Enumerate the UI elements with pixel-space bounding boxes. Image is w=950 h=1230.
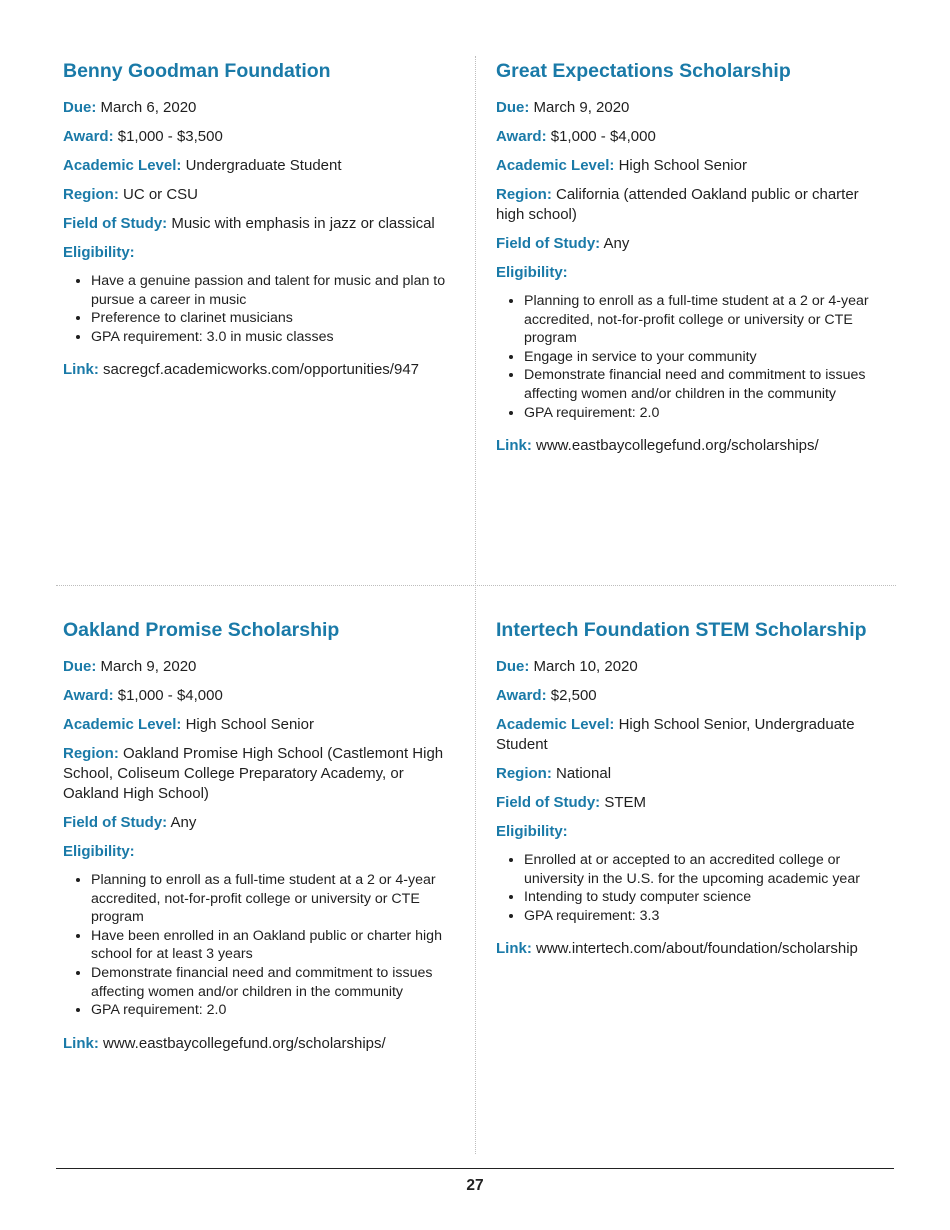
field-of-study-field — [63, 214, 458, 234]
eligibility-list — [496, 851, 891, 925]
link-field — [63, 1034, 458, 1054]
field-of-study-label: Field of Study: — [496, 794, 601, 811]
academic-level-field — [63, 715, 458, 735]
due-label: Due: — [496, 658, 530, 675]
eligibility-label: Eligibility: — [496, 264, 568, 281]
academic-level-label: Academic Level: — [496, 157, 615, 174]
award-label: Award: — [496, 687, 547, 704]
field-of-study-field — [63, 813, 458, 833]
eligibility-item: • Preference to clarinet musicians — [91, 309, 458, 328]
link-field — [496, 436, 891, 456]
eligibility-heading — [63, 243, 458, 263]
award-label: Award: — [496, 128, 547, 145]
academic-level-value: Undergraduate Student — [185, 157, 342, 174]
due-value: March 6, 2020 — [100, 99, 197, 116]
link-field — [496, 939, 891, 959]
due-value: March 10, 2020 — [533, 658, 638, 675]
eligibility-heading — [63, 842, 458, 862]
field-of-study-field — [496, 234, 891, 254]
scholarship-title: Intertech Foundation STEM Scholarship — [496, 619, 867, 641]
region-value: Oakland Promise High School (Castlemont High School, Coliseum College Preparatory Academy, or Oakland High School) — [63, 745, 444, 802]
region-field — [63, 744, 458, 804]
academic-level-value: High School Senior — [618, 157, 747, 174]
region-value: California (attended Oakland public or charter high school) — [496, 186, 859, 223]
award-field — [496, 686, 891, 706]
due-label: Due: — [63, 99, 97, 116]
award-label: Award: — [63, 687, 114, 704]
eligibility-item: • Intending to study computer science — [524, 888, 891, 907]
row-divider — [56, 585, 896, 586]
eligibility-label: Eligibility: — [496, 823, 568, 840]
eligibility-label: Eligibility: — [63, 244, 135, 261]
eligibility-list — [63, 871, 458, 1020]
award-field — [63, 686, 458, 706]
due-field — [63, 98, 458, 118]
link-label: Link: — [63, 1034, 99, 1052]
scholarship-card-oakland-promise — [63, 617, 458, 1063]
eligibility-list — [496, 292, 891, 422]
region-value: National — [556, 765, 612, 782]
academic-level-field — [496, 156, 891, 176]
award-value: $1,000 - $4,000 — [550, 128, 656, 145]
link-label: Link: — [496, 437, 532, 455]
eligibility-item: • Planning to enroll as a full-time student at a 2 or 4-year accredited, not-for-profit college or university or CTE program — [91, 871, 458, 927]
academic-level-label: Academic Level: — [63, 157, 182, 174]
due-value: March 9, 2020 — [533, 99, 630, 116]
academic-level-label: Academic Level: — [63, 716, 182, 733]
field-of-study-label: Field of Study: — [63, 814, 168, 831]
region-field — [63, 185, 458, 205]
due-field — [496, 657, 891, 677]
scholarship-title: Oakland Promise Scholarship — [63, 619, 340, 641]
region-field — [496, 764, 891, 784]
eligibility-item: • Have been enrolled in an Oakland public or charter high school for at least 3 years — [91, 927, 458, 964]
field-of-study-label: Field of Study: — [63, 215, 168, 232]
due-field — [63, 657, 458, 677]
academic-level-label: Academic Level: — [496, 716, 615, 733]
award-value: $1,000 - $3,500 — [117, 128, 223, 145]
scholarship-title: Benny Goodman Foundation — [63, 60, 331, 82]
due-value: March 9, 2020 — [100, 658, 197, 675]
scholarship-card-intertech-stem — [496, 617, 891, 968]
eligibility-item: • GPA requirement: 2.0 — [91, 1001, 458, 1020]
eligibility-item: • Have a genuine passion and talent for music and plan to pursue a career in music — [91, 272, 458, 309]
academic-level-value: High School Senior, Undergraduate Student — [496, 716, 855, 753]
eligibility-item: • Demonstrate financial need and commitment to issues affecting women and/or children in the community — [524, 366, 891, 403]
link-label: Link: — [63, 361, 99, 379]
field-of-study-value: STEM — [604, 794, 647, 811]
page-number: 27 — [466, 1177, 484, 1194]
eligibility-item: • GPA requirement: 3.0 in music classes — [91, 328, 458, 347]
award-field — [496, 127, 891, 147]
eligibility-heading — [496, 263, 891, 283]
field-of-study-label: Field of Study: — [496, 235, 601, 252]
eligibility-item: • GPA requirement: 3.3 — [524, 907, 891, 926]
link-url[interactable]: www.eastbaycollegefund.org/scholarships/ — [103, 1034, 386, 1052]
scholarship-card-great-expectations — [496, 58, 891, 465]
due-label: Due: — [496, 99, 530, 116]
scholarship-card-benny-goodman — [63, 58, 458, 389]
eligibility-label: Eligibility: — [63, 843, 135, 860]
field-of-study-value: Any — [603, 235, 630, 252]
column-divider — [475, 56, 476, 1154]
link-label: Link: — [496, 940, 532, 958]
link-url[interactable]: www.intertech.com/about/foundation/scholarship — [536, 940, 858, 958]
field-of-study-field — [496, 793, 891, 813]
region-value: UC or CSU — [123, 186, 199, 203]
field-of-study-value: Any — [170, 814, 197, 831]
academic-level-field — [63, 156, 458, 176]
due-label: Due: — [63, 658, 97, 675]
eligibility-item: • Demonstrate financial need and commitment to issues affecting women and/or children in the community — [91, 964, 458, 1001]
academic-level-field — [496, 715, 891, 755]
region-label: Region: — [63, 745, 119, 762]
award-field — [63, 127, 458, 147]
link-field — [63, 360, 458, 380]
award-value: $2,500 — [550, 687, 597, 704]
field-of-study-value: Music with emphasis in jazz or classical — [171, 215, 435, 232]
region-label: Region: — [496, 186, 552, 203]
eligibility-heading — [496, 822, 891, 842]
academic-level-value: High School Senior — [185, 716, 314, 733]
eligibility-item: • GPA requirement: 2.0 — [524, 404, 891, 423]
region-label: Region: — [63, 186, 119, 203]
award-label: Award: — [63, 128, 114, 145]
eligibility-item: • Planning to enroll as a full-time student at a 2 or 4-year accredited, not-for-profit college or university or CTE program — [524, 292, 891, 348]
eligibility-item: • Engage in service to your community — [524, 348, 891, 367]
due-field — [496, 98, 891, 118]
link-url[interactable]: www.eastbaycollegefund.org/scholarships/ — [536, 437, 819, 455]
region-field — [496, 185, 891, 225]
eligibility-list — [63, 272, 458, 346]
region-label: Region: — [496, 765, 552, 782]
award-value: $1,000 - $4,000 — [117, 687, 223, 704]
scholarship-grid — [56, 0, 896, 1230]
link-url[interactable]: sacregcf.academicworks.com/opportunities/947 — [103, 361, 419, 379]
footer-rule — [56, 1168, 894, 1169]
scholarship-title: Great Expectations Scholarship — [496, 60, 791, 82]
eligibility-item: • Enrolled at or accepted to an accredited college or university in the U.S. for the upcoming academic year — [524, 851, 891, 888]
